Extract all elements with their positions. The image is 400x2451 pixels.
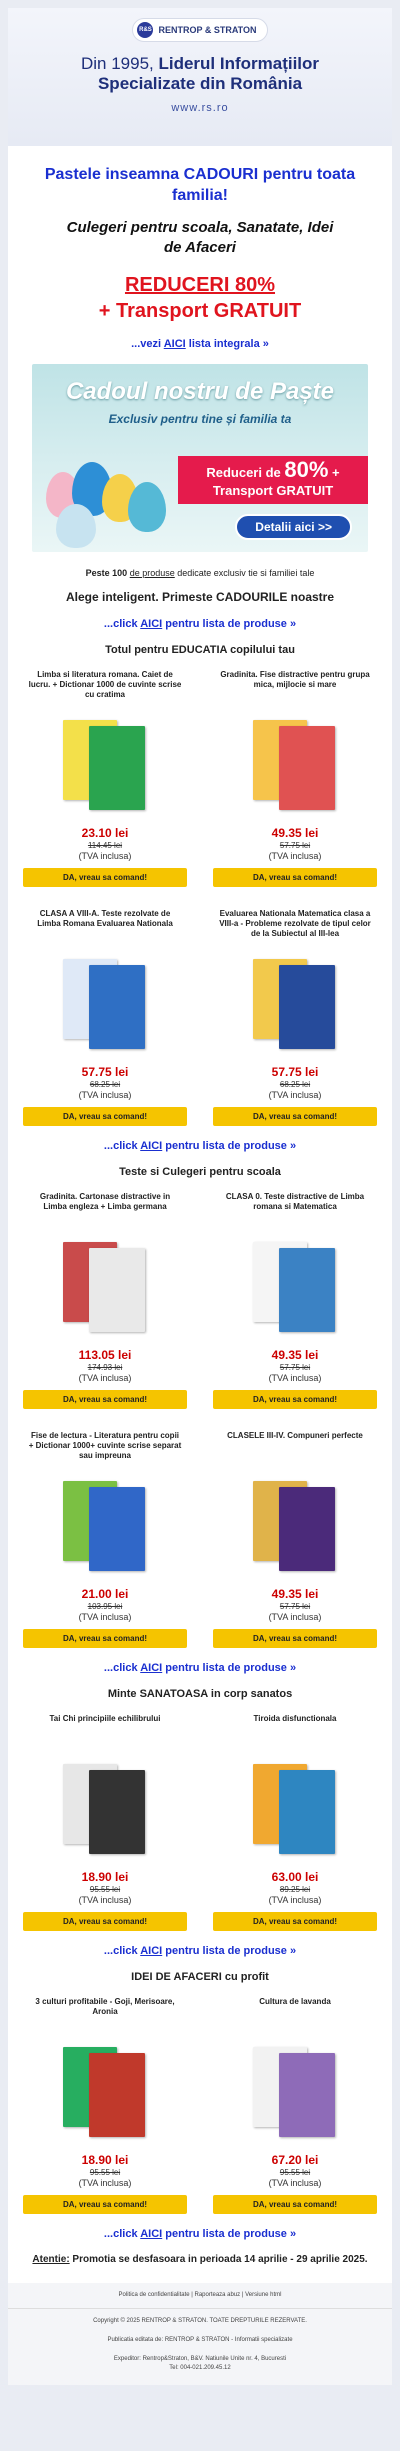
product-price: 18.90 lei [81, 1870, 129, 1884]
product-row [8, 1997, 392, 2214]
product-card [210, 1714, 380, 1931]
product-old-price: 57.75 lei [279, 1602, 311, 1611]
product-card [20, 670, 190, 887]
banner-discount-value: 80% [284, 457, 329, 482]
order-button[interactable]: DA, vreau sa comand! [23, 2195, 187, 2214]
product-tva: (TVA inclusa) [268, 1090, 322, 1100]
section-title: Totul pentru EDUCATIA copilului tau [105, 644, 295, 656]
product-image[interactable] [235, 1473, 355, 1573]
offer-discount-text: REDUCERI 80% [124, 274, 276, 296]
product-price: 67.20 lei [271, 2153, 319, 2167]
product-image[interactable] [45, 712, 165, 812]
order-button[interactable]: DA, vreau sa comand! [213, 1390, 377, 1409]
product-title[interactable]: 3 culturi profitabile - Goji, Merisoare, Aronia [35, 1997, 175, 2016]
product-price: 18.90 lei [81, 2153, 129, 2167]
easter-banner[interactable] [32, 364, 368, 552]
product-card [210, 1997, 380, 2214]
product-title[interactable]: Tiroida disfunctionala [253, 1714, 337, 1723]
product-cover-front [89, 2053, 145, 2137]
intro [8, 164, 392, 350]
tagline-line1 [8, 54, 392, 74]
product-section [8, 644, 392, 1152]
product-title[interactable]: Limba si literatura romana. Caiet de lucru. + Dictionar 1000 de cuvinte scrise cu cratima [28, 670, 182, 699]
product-cover-front [279, 1487, 335, 1571]
product-tva: (TVA inclusa) [78, 1612, 132, 1622]
product-image[interactable] [45, 2039, 165, 2139]
easter-egg-teal [128, 482, 166, 532]
notice-label: Atentie: [32, 2254, 70, 2265]
promo-notice [8, 2254, 392, 2265]
order-button[interactable]: DA, vreau sa comand! [23, 1912, 187, 1931]
footer-links [8, 2291, 392, 2309]
product-tva: (TVA inclusa) [78, 851, 132, 861]
product-image[interactable] [45, 1473, 165, 1573]
product-cover-front [89, 1487, 145, 1571]
product-old-price: 68.25 lei [89, 1080, 121, 1089]
product-old-price: 95.55 lei [89, 2168, 121, 2177]
product-title[interactable]: Cultura de lavanda [259, 1997, 331, 2006]
product-cover-front [89, 1770, 145, 1854]
html-version-link[interactable]: Versiune html [245, 2292, 282, 2298]
product-title[interactable]: CLASELE III-IV. Compuneri perfecte [227, 1431, 363, 1440]
product-price: 113.05 lei [78, 1348, 132, 1362]
section-list-link[interactable]: ...click AICI pentru lista de produse » [103, 1140, 297, 1152]
footer-publisher: Publicatia editata de: RENTROP & STRATON - Informatii specializate [107, 2337, 293, 2343]
order-button[interactable]: DA, vreau sa comand! [213, 868, 377, 887]
footer-copyright: Copyright © 2025 RENTROP & STRATON. TOATE DREPTURILE REZERVATE. [93, 2318, 307, 2324]
site-url[interactable]: www.rs.ro [171, 102, 229, 114]
tagline-prefix: Din 1995, [80, 54, 159, 73]
product-row [8, 1431, 392, 1648]
report-abuse-link[interactable]: Raporteaza abuz [194, 2292, 241, 2298]
banner-discount-suffix: + [328, 465, 340, 480]
banner-shipping: Transport GRATUIT [212, 483, 334, 498]
product-cover-front [279, 1770, 335, 1854]
product-row [8, 670, 392, 887]
product-tva: (TVA inclusa) [268, 851, 322, 861]
product-image[interactable] [235, 2039, 355, 2139]
product-cover-front [279, 1248, 335, 1332]
product-cover-front [89, 726, 145, 810]
product-tva: (TVA inclusa) [268, 2178, 322, 2188]
product-cover-front [89, 1248, 145, 1332]
product-old-price: 95.55 lei [279, 2168, 311, 2177]
product-card [20, 1431, 190, 1648]
product-tva: (TVA inclusa) [78, 1373, 132, 1383]
order-button[interactable]: DA, vreau sa comand! [213, 2195, 377, 2214]
product-tva: (TVA inclusa) [268, 1612, 322, 1622]
product-card [20, 1192, 190, 1409]
intro-headline: Pastele inseamna CADOURI pentru toata familia! [44, 166, 356, 204]
product-old-price: 174.93 lei [87, 1363, 123, 1372]
product-image[interactable] [45, 1756, 165, 1856]
product-tva: (TVA inclusa) [268, 1895, 322, 1905]
product-price: 21.00 lei [81, 1587, 129, 1601]
product-image[interactable] [235, 712, 355, 812]
product-title[interactable]: Fise de lectura - Literatura pentru copii + Dictionar 1000+ cuvinte scrise separat sau impreuna [28, 1431, 182, 1460]
product-card [20, 909, 190, 1126]
privacy-link[interactable]: Politica de confidentialitate [118, 2292, 190, 2298]
product-image[interactable] [45, 951, 165, 1051]
order-button[interactable]: DA, vreau sa comand! [213, 1107, 377, 1126]
product-title[interactable]: Evaluarea Nationala Matematica clasa a VIII-a - Probleme rezolvate de tipul celor de la Subiectul al III-lea [219, 909, 371, 938]
product-card [20, 1714, 190, 1931]
product-old-price: 57.75 lei [279, 841, 311, 850]
product-section [8, 1971, 392, 2240]
product-image[interactable] [45, 1234, 165, 1334]
summary-bold: Peste 100 [85, 568, 128, 578]
product-old-price: 103.95 lei [87, 1602, 123, 1611]
product-image[interactable] [235, 951, 355, 1051]
product-card [210, 909, 380, 1126]
product-old-price: 89.25 lei [279, 1885, 311, 1894]
product-sections [8, 644, 392, 2240]
product-price: 57.75 lei [271, 1065, 319, 1079]
logo-mark: R&S [137, 22, 153, 38]
product-card [210, 1431, 380, 1648]
product-title[interactable]: Gradinita. Fise distractive pentru grupa mica, mijlocie si mare [220, 670, 370, 689]
product-card [210, 670, 380, 887]
product-tva: (TVA inclusa) [78, 1090, 132, 1100]
footer-separator: | [189, 2292, 195, 2298]
order-button[interactable]: DA, vreau sa comand! [213, 1629, 377, 1648]
product-price: 49.35 lei [271, 1348, 319, 1362]
order-button[interactable]: DA, vreau sa comand! [23, 1107, 187, 1126]
newsletter-card [8, 8, 392, 2385]
footer-phone: Tel: 004-021.209.45.12 [169, 2365, 231, 2371]
summary-list-link[interactable]: ...click AICI pentru lista de produse » [103, 618, 297, 630]
product-section [8, 1688, 392, 1957]
product-title[interactable]: CLASA 0. Teste distractive de Limba romana si Matematica [225, 1192, 365, 1211]
section-title: Minte SANATOASA in corp sanatos [107, 1688, 293, 1700]
product-old-price: 114.45 lei [87, 841, 123, 850]
product-price: 49.35 lei [271, 826, 319, 840]
product-card [210, 1192, 380, 1409]
offer-discount [24, 272, 376, 298]
product-row [8, 1192, 392, 1409]
product-title[interactable]: Tai Chi principiile echilibrului [49, 1714, 161, 1723]
product-section [8, 1166, 392, 1674]
summary-headline: Alege inteligent. Primeste CADOURILE noastre [65, 590, 335, 604]
product-cover-front [279, 965, 335, 1049]
product-price: 57.75 lei [81, 1065, 129, 1079]
logo-text: RENTROP & STRATON [158, 25, 257, 35]
intro-subhead: Culegeri pentru scoala, Sanatate, Idei de Afaceri [66, 219, 334, 256]
section-list-link[interactable]: ...click AICI pentru lista de produse » [103, 1662, 297, 1674]
banner-discount-box [178, 456, 368, 504]
product-row [8, 1714, 392, 1931]
product-old-price: 95.55 lei [89, 1885, 121, 1894]
product-image[interactable] [235, 1234, 355, 1334]
product-title[interactable]: CLASA A VIII-A. Teste rezolvate de Limba Romana Evaluarea Nationala [37, 909, 173, 928]
product-row [8, 909, 392, 1126]
order-button[interactable]: DA, vreau sa comand! [23, 1629, 187, 1648]
summary-line [24, 568, 376, 578]
banner-discount-prefix: Reduceri de [206, 465, 285, 480]
product-cover-front [89, 965, 145, 1049]
easter-egg-light [56, 504, 96, 548]
product-old-price: 68.25 lei [279, 1080, 311, 1089]
section-title: IDEI DE AFACERI cu profit [131, 1971, 269, 1983]
product-price: 49.35 lei [271, 1587, 319, 1601]
order-button[interactable]: DA, vreau sa comand! [23, 868, 187, 887]
product-image[interactable] [235, 1756, 355, 1856]
product-cover-front [279, 2053, 335, 2137]
section-list-link[interactable]: ...click AICI pentru lista de produse » [103, 1945, 297, 1957]
notice-text: Promotia se desfasoara in perioada 14 aprilie - 29 aprilie 2025. [69, 2254, 368, 2265]
banner-discount [178, 457, 368, 482]
brand-logo[interactable] [132, 18, 267, 42]
product-card [20, 1997, 190, 2214]
footer-address: Expeditor: Rentrop&Straton, B&V. Natiunile Unite nr. 4, Bucuresti [113, 2356, 287, 2362]
summary-underlined: de produse [129, 568, 175, 578]
order-button[interactable]: DA, vreau sa comand! [23, 1390, 187, 1409]
product-tva: (TVA inclusa) [268, 1373, 322, 1383]
product-cover-front [279, 726, 335, 810]
tagline-line2: Specializate din România [97, 74, 303, 93]
full-list-link[interactable]: ...vezi AICI lista integrala » [131, 338, 269, 350]
order-button[interactable]: DA, vreau sa comand! [213, 1912, 377, 1931]
product-title[interactable]: Gradinita. Cartonase distractive in Limba engleza + Limba germana [39, 1192, 171, 1211]
footer-separator: | [240, 2292, 246, 2298]
product-tva: (TVA inclusa) [78, 1895, 132, 1905]
section-title: Teste si Culegeri pentru scoala [119, 1166, 281, 1178]
section-list-link[interactable]: ...click AICI pentru lista de produse » [103, 2228, 297, 2240]
product-old-price: 57.75 lei [279, 1363, 311, 1372]
banner-details-button[interactable]: Detalii aici >> [235, 514, 352, 540]
summary-rest: dedicate exclusiv tie si familiei tale [174, 568, 315, 578]
summary [8, 568, 392, 630]
offer-shipping: + Transport GRATUIT [98, 300, 302, 322]
footer [8, 2283, 392, 2385]
banner-subtitle: Exclusiv pentru tine și familia ta [108, 412, 292, 426]
product-tva: (TVA inclusa) [78, 2178, 132, 2188]
banner-title: Cadoul nostru de Paște [65, 378, 335, 405]
tagline-bold: Liderul Informațiilor [158, 54, 320, 73]
header [8, 8, 392, 146]
product-price: 23.10 lei [81, 826, 129, 840]
product-price: 63.00 lei [271, 1870, 319, 1884]
